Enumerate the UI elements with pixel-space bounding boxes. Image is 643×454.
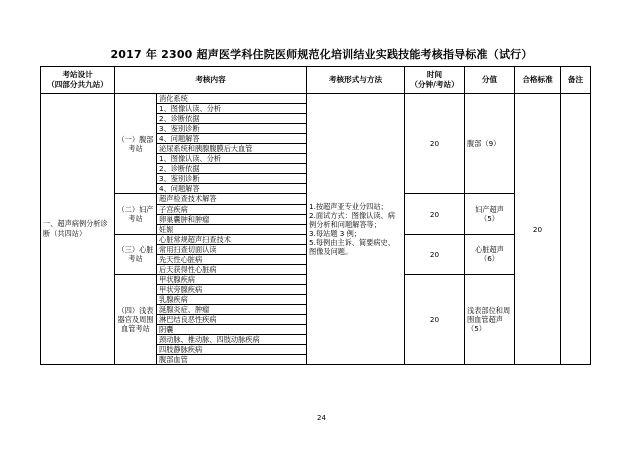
content-item: 1、图像认读、分析	[157, 154, 307, 164]
assessment-method: 1.按超声亚专业分四站； 2.面试方式：图像认读、病例分析和问题解答等； 3.每站题 3 例； 5.每例由主诉、简要病史、图像及问题。	[307, 94, 405, 365]
content-item: 常用扫查切面认读	[157, 244, 307, 254]
station-score: 浅表部位和周围血管超声 （5）	[465, 274, 515, 364]
header-time: 时间 （分钟/考站）	[405, 67, 465, 94]
content-item: 3、鉴别诊断	[157, 124, 307, 134]
content-item: 2、诊断依据	[157, 164, 307, 174]
document-title: 2017 年 2300 超声医学科住院医师规范化培训结业实践技能考核指导标准（试行）	[110, 48, 533, 61]
header-note: 备注	[561, 67, 591, 94]
content-item: 1、图像认读、分析	[157, 104, 307, 114]
station-time: 20	[405, 234, 465, 274]
station-score: 妇产超声 （5）	[465, 194, 515, 234]
content-item: 消化系统	[157, 94, 307, 104]
pass-standard: 20	[515, 94, 561, 365]
header-station: 考站设计 （四部分共九站）	[41, 67, 115, 94]
content-item: 四肢静脉疾病	[157, 345, 307, 355]
content-item: 心脏常规超声扫查技术	[157, 234, 307, 244]
header-score: 分值	[465, 67, 515, 94]
header-pass: 合格标准	[515, 67, 561, 94]
content-item: 妊娠	[157, 224, 307, 234]
content-item: 涎腺炎症、肿瘤	[157, 304, 307, 314]
content-item: 4、问题解答	[157, 134, 307, 144]
header-content: 考核内容	[115, 67, 307, 94]
station-score: 腹部（9）	[465, 94, 515, 194]
header-method: 考核形式与方法	[307, 67, 405, 94]
station-time: 20	[405, 194, 465, 234]
table-row	[41, 94, 591, 104]
content-item: 甲状旁腺疾病	[157, 284, 307, 294]
station-score: 心脏超声 （6）	[465, 234, 515, 274]
station-name: （四）浅表器官及周围血管考站	[115, 274, 157, 364]
assessment-table	[40, 66, 591, 365]
content-item: 后天获得性心脏病	[157, 264, 307, 274]
content-item: 乳腺疾病	[157, 294, 307, 304]
content-item: 先天性心脏病	[157, 254, 307, 264]
content-item: 阴囊	[157, 325, 307, 335]
content-item: 超声检查技术解答	[157, 194, 307, 204]
content-item: 4、问题解答	[157, 184, 307, 194]
station-name: （三）心脏考站	[115, 234, 157, 274]
group-name: 一、超声病例分析诊断（共四站）	[41, 94, 115, 365]
station-time: 20	[405, 94, 465, 194]
content-item: 颈动脉、椎动脉、四肢动脉疾病	[157, 335, 307, 345]
note-cell	[561, 94, 591, 365]
header-row	[41, 67, 591, 94]
content-item: 卵巢囊肿和肿瘤	[157, 214, 307, 224]
content-item: 子宫疾病	[157, 204, 307, 214]
station-name: （一）腹部考站	[115, 94, 157, 194]
content-item: 2、诊断依据	[157, 114, 307, 124]
content-item: 3、鉴别诊断	[157, 174, 307, 184]
content-item: 腹部血管	[157, 355, 307, 365]
content-item: 甲状腺疾病	[157, 274, 307, 284]
content-item: 淋巴结良恶性疾病	[157, 315, 307, 325]
page-number: 24	[317, 414, 326, 422]
station-name: （二）妇产考站	[115, 194, 157, 234]
content-item: 泌尿系统和胰腺腹膜后大血管	[157, 144, 307, 154]
station-time: 20	[405, 274, 465, 364]
